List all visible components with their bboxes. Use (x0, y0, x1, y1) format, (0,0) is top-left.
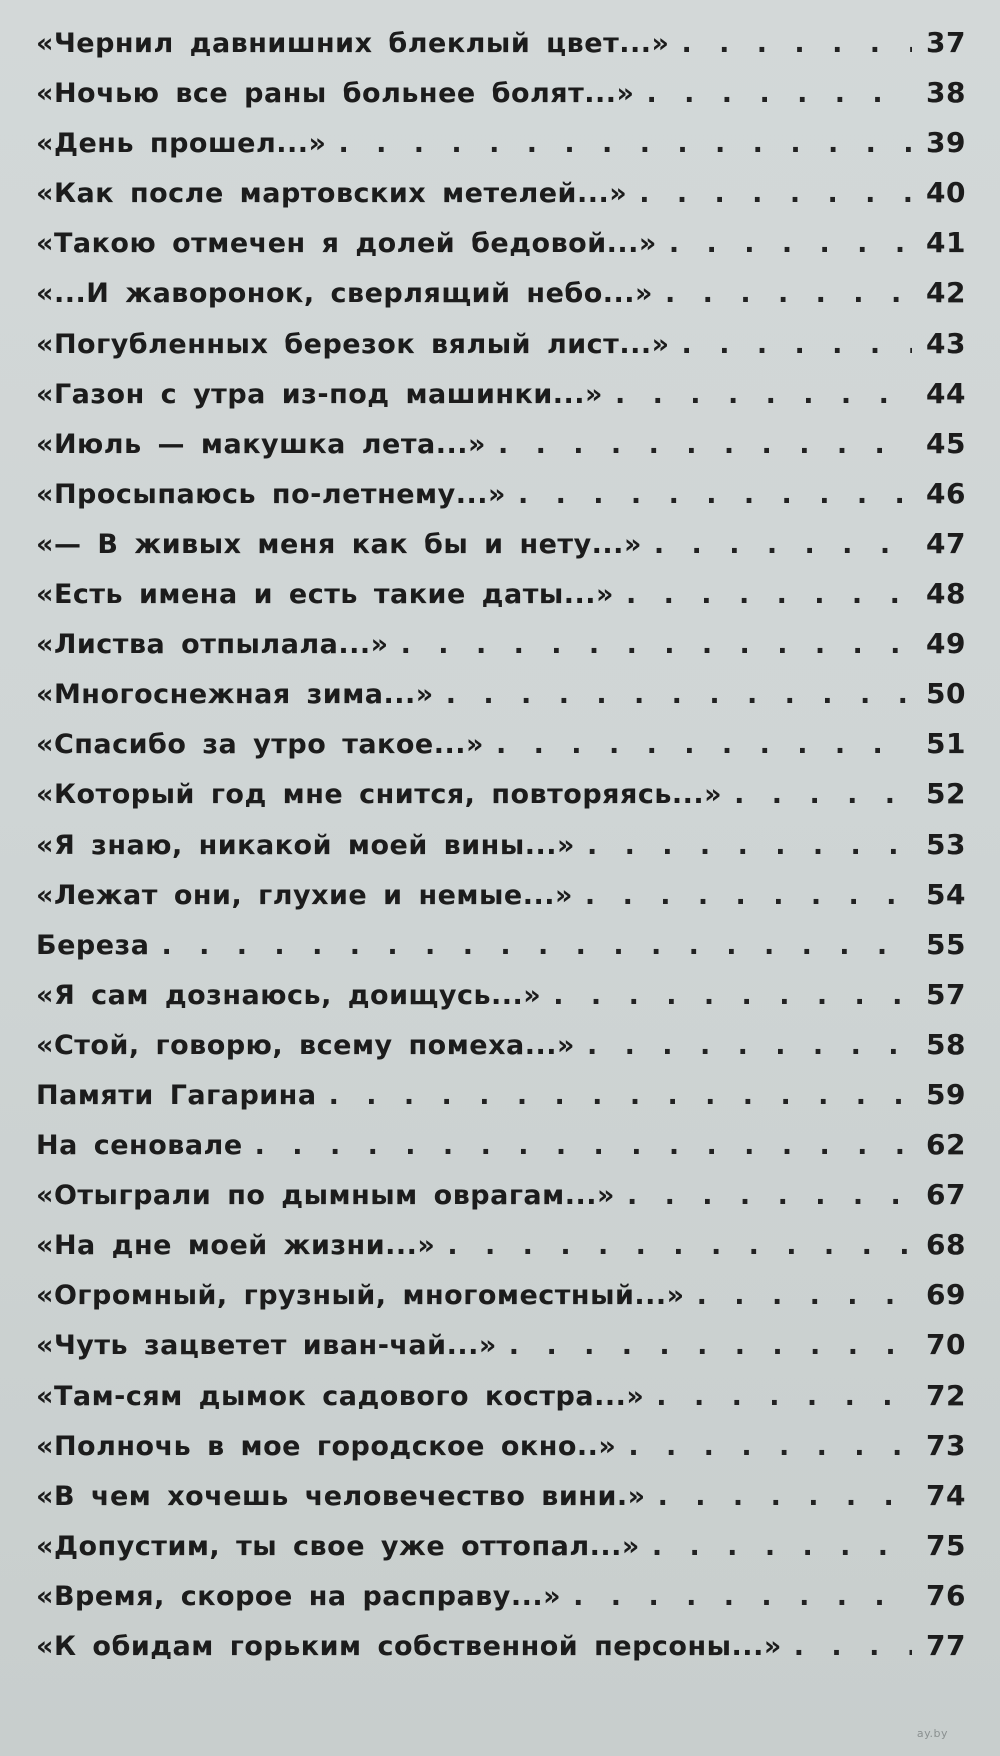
toc-entry-title: «Ночью все раны больнее болят...» (36, 78, 635, 110)
dot-leader (509, 1330, 912, 1361)
dot-leader (401, 629, 912, 660)
dot-leader (628, 1431, 912, 1462)
toc-entry-page-number: 67 (926, 1178, 966, 1212)
toc-entry-page-number: 57 (926, 977, 966, 1011)
dot-leader (518, 479, 912, 510)
toc-entry-page-number: 42 (926, 276, 966, 310)
toc-entry-page-number: 68 (926, 1228, 966, 1262)
toc-entry-title: «Отыграли по дымным оврагам...» (36, 1180, 615, 1212)
toc-entry (36, 327, 966, 377)
site-watermark: ay.by (916, 1727, 948, 1740)
toc-entry-page-number: 47 (926, 526, 966, 560)
toc-entry (36, 1228, 966, 1278)
toc-entry (36, 878, 966, 928)
dot-leader (446, 679, 912, 710)
dot-leader (255, 1130, 912, 1161)
toc-entry-page-number: 52 (926, 777, 966, 811)
toc-entry-title: «Который год мне снится, повторяясь...» (36, 779, 723, 811)
toc-entry-page-number: 75 (926, 1528, 966, 1562)
toc-entry-page-number: 37 (926, 26, 966, 59)
toc-entry (36, 477, 966, 527)
toc-entry (36, 1579, 966, 1629)
toc-entry-title: «Там-сям дымок садового костра...» (36, 1380, 645, 1412)
toc-entry (36, 828, 966, 878)
toc-entry-title: «Просыпаюсь по-летнему...» (36, 478, 506, 510)
toc-entry-page-number: 43 (926, 326, 966, 360)
toc-entry-page-number: 46 (926, 476, 966, 510)
toc-entry (36, 677, 966, 727)
toc-entry-title: «На дне моей жизни...» (36, 1230, 436, 1262)
toc-entry (36, 627, 966, 677)
toc-entry-title: Береза (36, 929, 150, 961)
toc-entry-title: «Время, скорое на расправу...» (36, 1580, 562, 1612)
dot-leader (338, 128, 912, 159)
toc-entry-page-number: 55 (926, 927, 966, 961)
toc-entry-page-number: 70 (926, 1328, 966, 1362)
table-of-contents (36, 26, 966, 1679)
dot-leader (626, 579, 912, 610)
toc-entry-title: «Листва отпылала...» (36, 629, 389, 661)
dot-leader (681, 28, 912, 59)
toc-entry (36, 377, 966, 427)
dot-leader (585, 880, 912, 911)
dot-leader (615, 379, 912, 410)
toc-entry-title: «Газон с утра из-под машинки...» (36, 378, 603, 410)
toc-entry-page-number: 69 (926, 1278, 966, 1312)
toc-entry-title: «Июль — макушка лета...» (36, 428, 486, 460)
dot-leader (498, 429, 912, 460)
toc-entry (36, 26, 966, 76)
toc-entry (36, 1078, 966, 1128)
toc-entry-page-number: 50 (926, 677, 966, 711)
toc-entry (36, 1429, 966, 1479)
dot-leader (669, 228, 912, 259)
dot-leader (734, 779, 912, 810)
toc-entry-page-number: 49 (926, 627, 966, 661)
toc-entry (36, 1128, 966, 1178)
toc-entry-title: «К обидам горьким собственной персоны...» (36, 1631, 782, 1662)
toc-entry-page-number: 51 (926, 727, 966, 761)
toc-entry-page-number: 41 (926, 226, 966, 260)
dot-leader (665, 278, 912, 309)
toc-entry (36, 427, 966, 477)
toc-entry-page-number: 40 (926, 176, 966, 210)
toc-entry-title: «Погубленных березок вялый лист...» (36, 328, 670, 360)
dot-leader (697, 1280, 912, 1311)
toc-entry-title: «Спасибо за утро такое...» (36, 729, 484, 761)
toc-entry-title: «В чем хочешь человечество вини.» (36, 1480, 646, 1512)
dot-leader (496, 729, 912, 760)
toc-entry (36, 1278, 966, 1328)
toc-entry (36, 76, 966, 126)
dot-leader (682, 329, 912, 360)
toc-entry-title: «Есть имена и есть такие даты...» (36, 579, 614, 611)
toc-entry-title: На сеновале (36, 1130, 243, 1162)
toc-entry-page-number: 48 (926, 577, 966, 611)
toc-entry-title: «Такою отмечен я долей бедовой...» (36, 228, 657, 260)
toc-entry-title: «День прошел...» (36, 128, 327, 160)
toc-entry-title: «Я сам дознаюсь, доищусь...» (36, 979, 542, 1011)
dot-leader (329, 1080, 912, 1111)
toc-entry (36, 727, 966, 777)
toc-entry (36, 226, 966, 276)
dot-leader (587, 830, 912, 861)
toc-entry (36, 276, 966, 326)
dot-leader (794, 1631, 912, 1662)
dot-leader (573, 1581, 912, 1612)
toc-entry-page-number: 38 (926, 76, 966, 110)
toc-entry-page-number: 39 (926, 126, 966, 160)
toc-entry (36, 1028, 966, 1078)
toc-entry-title: «Чернил давнишних блеклый цвет...» (36, 28, 670, 59)
toc-entry (36, 527, 966, 577)
toc-entry-page-number: 54 (926, 877, 966, 911)
dot-leader (587, 1030, 912, 1061)
toc-entry-page-number: 53 (926, 827, 966, 861)
toc-entry-title: «Огромный, грузный, многоместный...» (36, 1280, 685, 1312)
dot-leader (639, 178, 912, 209)
toc-entry-page-number: 72 (926, 1378, 966, 1412)
toc-entry-page-number: 74 (926, 1478, 966, 1512)
toc-entry (36, 978, 966, 1028)
toc-entry (36, 777, 966, 827)
toc-entry (36, 1629, 966, 1679)
toc-entry-title: «Допустим, ты свое уже оттопал...» (36, 1530, 640, 1562)
dot-leader (161, 930, 912, 961)
toc-entry-page-number: 44 (926, 376, 966, 410)
toc-entry-title: «Как после мартовских метелей...» (36, 178, 628, 210)
toc-entry-page-number: 45 (926, 426, 966, 460)
toc-entry-page-number: 77 (926, 1629, 966, 1662)
toc-entry-title: «...И жаворонок, сверлящий небо...» (36, 278, 654, 310)
toc-entry (36, 928, 966, 978)
toc-entry-title: «Лежат они, глухие и немые...» (36, 879, 573, 911)
dot-leader (646, 78, 912, 109)
dot-leader (447, 1230, 912, 1261)
toc-entry (36, 1178, 966, 1228)
toc-entry-title: «Стой, говорю, всему помеха...» (36, 1029, 575, 1061)
toc-entry-page-number: 58 (926, 1027, 966, 1061)
toc-entry (36, 1479, 966, 1529)
dot-leader (553, 980, 912, 1011)
toc-entry-title: «Полночь в мое городское окно..» (36, 1430, 617, 1462)
toc-entry-title: «Я знаю, никакой моей вины...» (36, 829, 575, 861)
toc-entry (36, 577, 966, 627)
toc-entry-title: «— В живых меня как бы и нету...» (36, 528, 642, 560)
toc-entry (36, 176, 966, 226)
toc-entry-page-number: 73 (926, 1428, 966, 1462)
toc-entry (36, 1529, 966, 1579)
toc-entry-page-number: 59 (926, 1077, 966, 1111)
toc-entry (36, 126, 966, 176)
toc-entry-title: Памяти Гагарина (36, 1079, 317, 1111)
dot-leader (656, 1381, 912, 1412)
toc-entry-page-number: 62 (926, 1128, 966, 1162)
toc-entry-title: «Чуть зацветет иван-чай...» (36, 1330, 497, 1362)
toc-entry (36, 1328, 966, 1378)
toc-entry-title: «Многоснежная зима...» (36, 679, 434, 711)
dot-leader (654, 529, 912, 560)
toc-entry (36, 1379, 966, 1429)
dot-leader (658, 1481, 912, 1512)
dot-leader (652, 1531, 912, 1562)
toc-entry-page-number: 76 (926, 1578, 966, 1612)
dot-leader (627, 1180, 912, 1211)
